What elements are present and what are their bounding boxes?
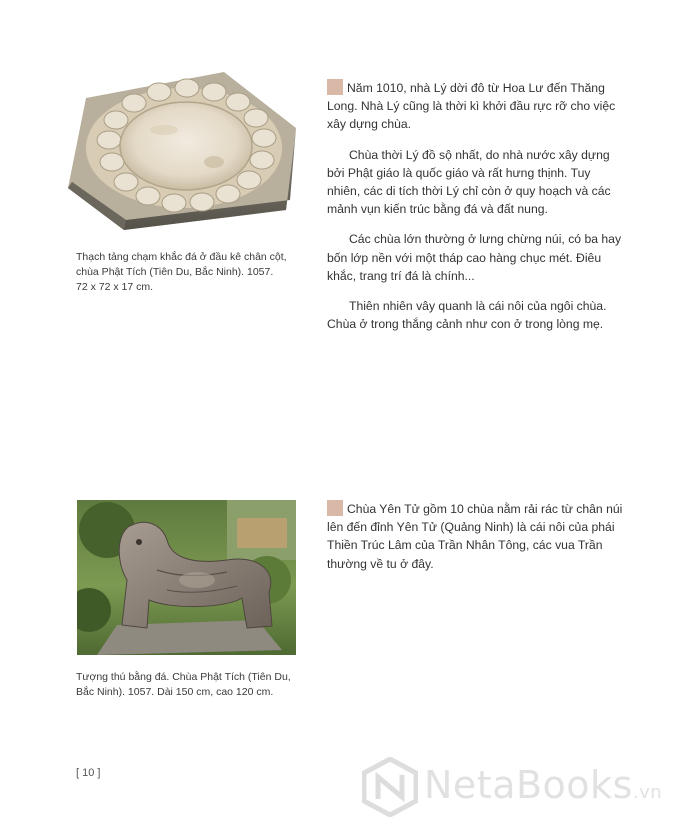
- section-marker-icon: [327, 500, 343, 516]
- caption-line: chùa Phật Tích (Tiên Du, Bắc Ninh). 1057.: [76, 266, 274, 278]
- caption-stone-animal-statue: [76, 670, 306, 700]
- caption-line: Tượng thú bằng đá. Chùa Phật Tích (Tiên Du,: [76, 671, 291, 683]
- watermark-brand: NetaBooks: [424, 763, 633, 807]
- paragraph-text: Năm 1010, nhà Lý dời đô từ Hoa Lư đến Thăng Long. Nhà Lý cũng là thời kì khởi đầu rực rỡ cho việc xây dựng chùa.: [327, 81, 616, 132]
- paragraph-text: Chùa Yên Tử gồm 10 chùa nằm rải rác từ chân núi lên đến đỉnh Yên Tử (Quảng Ninh) là cái nôi của phái Thiền Trúc Lâm của Trần Nhân Tông, các vua Trần thường về tu ở đây.: [327, 502, 623, 571]
- stone-base-illustration: [64, 70, 298, 235]
- text-section-yen-tu: [327, 500, 627, 585]
- paragraph: Thiên nhiên vây quanh là cái nôi của ngôi chùa. Chùa ở trong thắng cảnh như con ở trong lòng mẹ.: [327, 299, 607, 332]
- paragraph: Các chùa lớn thường ở lưng chừng núi, có ba hay bốn lớp nền với một tháp cao hàng chục mét. Điêu khắc, trang trí đá là chính...: [327, 232, 622, 283]
- caption-stone-column-base: [76, 250, 296, 295]
- watermark: [362, 755, 682, 819]
- section-marker-icon: [327, 79, 343, 95]
- stone-animal-illustration: [77, 500, 296, 655]
- caption-line: Bắc Ninh). 1057. Dài 150 cm, cao 120 cm.: [76, 686, 274, 698]
- photo-stone-column-base: [64, 70, 298, 235]
- watermark-text: [424, 763, 662, 807]
- paragraph: Chùa thời Lý đồ sộ nhất, do nhà nước xây dựng bởi Phật giáo là quốc giáo và rất hưng thịnh. Tuy nhiên, các di tích thời Lý chỉ còn ở quy hoạch và các mảnh vụn kiến trúc bằng đá và đất nung.: [327, 147, 611, 217]
- watermark-suffix: .vn: [632, 782, 663, 803]
- paragraph: [327, 79, 627, 134]
- text-section-ly-dynasty: [327, 79, 627, 345]
- photo-stone-animal-statue: [77, 500, 296, 655]
- paragraph: [327, 500, 627, 573]
- netabooks-logo-icon: [362, 757, 418, 817]
- page-number: [ 10 ]: [76, 767, 101, 779]
- caption-line: 72 x 72 x 17 cm.: [76, 281, 154, 293]
- caption-line: Thạch tảng chạm khắc đá ở đầu kê chân cột,: [76, 251, 287, 263]
